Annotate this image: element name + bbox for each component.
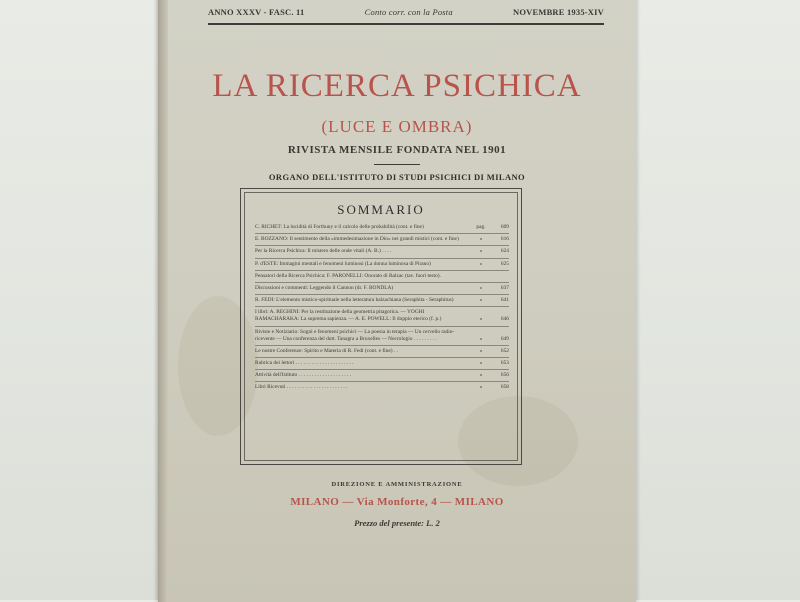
toc-entry-mark: pag.	[476, 224, 486, 230]
toc-entry-page: 624	[500, 248, 509, 255]
toc-entry-page: 641	[500, 297, 509, 304]
toc-entry-page: 616	[500, 236, 509, 243]
divider	[374, 164, 420, 165]
toc-separator	[255, 233, 509, 234]
magazine-subtitle: (LUCE E OMBRA)	[321, 117, 473, 136]
toc-entry-page: 658	[500, 384, 509, 391]
toc-entry	[255, 360, 509, 367]
toc-entry-page: 637	[500, 284, 509, 291]
toc-entry-mark: »	[479, 347, 483, 354]
toc-entry-mark: »	[479, 236, 483, 243]
toc-entry	[255, 273, 509, 280]
toc-entry	[255, 329, 509, 343]
toc-separator	[255, 258, 509, 259]
toc-separator	[255, 306, 509, 307]
toc-entry-page: 646	[500, 316, 509, 323]
toc-entry	[255, 261, 509, 268]
toc-title: SOMMARIO	[337, 202, 425, 217]
toc-entry-text: Le nostre Conferenze: Spirito e Materia di R. Fedi (cont. e fine) . .	[255, 347, 398, 354]
toc-entry	[255, 248, 509, 255]
header-rule	[208, 23, 604, 25]
toc-entry-text: Libri Ricevuti . . . . . . . . . . . . . . . . . . . . . . .	[255, 384, 348, 391]
toc-entry-mark: »	[479, 297, 483, 304]
address-line: MILANO — Via Monforte, 4 — MILANO	[290, 496, 504, 508]
toc-entry	[255, 384, 509, 391]
toc-separator	[255, 381, 509, 382]
toc-entry-mark: »	[479, 359, 483, 366]
toc-entry-mark: »	[479, 248, 483, 255]
toc-entry	[255, 285, 509, 292]
toc-entry-text: P. d'ESTE: Immagini mentali e fenomeni luminosi (La donna luminosa di Pirano)	[255, 260, 431, 267]
toc-separator	[255, 369, 509, 370]
price-line: Prezzo del presente: L. 2	[354, 518, 440, 528]
toc-entry-text: Discussioni e commenti: Leggendo il Cannon (dr. F. BONDLA)	[255, 284, 394, 291]
toc-entry-text: Riviste e Notiziario: Sogni e fenomeni psichici — La poesia in terapia — Un cervello radio-ricevente — Una conferenza del dott. Tanagra a Bruxelles — Necrologio . . . . . . . . .	[255, 328, 455, 342]
toc-entry-page: 649	[500, 335, 509, 342]
issue-header	[208, 7, 604, 17]
toc-entry-mark: »	[479, 372, 483, 379]
issue-number: ANNO XXXV - FASC. 11	[208, 7, 305, 17]
toc-entry-page: 625	[500, 260, 509, 267]
toc-entry	[255, 297, 509, 304]
toc-entry	[255, 348, 509, 355]
direzione-label: DIREZIONE E AMMINISTRAZIONE	[331, 481, 463, 488]
issue-date: NOVEMBRE 1935-XIV	[512, 7, 604, 17]
toc-entry-page: 652	[500, 347, 509, 354]
magazine-title: LA RICERCA PSICHICA	[212, 68, 582, 104]
founded-line: RIVISTA MENSILE FONDATA NEL 1901	[287, 144, 507, 156]
postal-note: Conto corr. con la Posta	[364, 7, 453, 17]
toc-entry-text: Pensatori della Ricerca Psichica: F. PARONELLI: Onorato di Balzac (tav. fuori testo).	[255, 272, 441, 279]
toc-entry-text: E. BOZZANO: Il sentimento della «immedesimazione in Dio» nei grandi mistici (cont. e fine)	[255, 236, 459, 243]
toc-separator	[255, 294, 509, 295]
toc-separator	[255, 357, 509, 358]
toc-entry	[255, 224, 509, 231]
magazine-cover	[158, 0, 636, 602]
toc-entry-mark: »	[479, 260, 483, 267]
toc-entry-text: Rubrica dei lettori . . . . . . . . . . . . . . . . . . . . . .	[255, 359, 354, 366]
table-of-contents	[240, 188, 522, 465]
toc-entry	[255, 309, 509, 323]
toc-separator	[255, 326, 509, 327]
toc-inner-frame	[244, 192, 518, 461]
toc-entry-text: C. RICHET: La lucidità di Forthuny e il calcolo delle probabilità (cont. e fine)	[255, 224, 424, 230]
toc-entry-text: Attività dell'Istituto . . . . . . . . . . . . . . . . . . . .	[255, 372, 352, 379]
toc-entry-text: Per la Ricerca Psichica: Il mistero delle onde vitali (A. B.) . . . .	[255, 248, 392, 255]
toc-entry-mark: »	[479, 284, 483, 291]
toc-entry-page: 656	[500, 372, 509, 379]
toc-separator	[255, 245, 509, 246]
toc-list	[245, 224, 517, 391]
toc-entry-mark: »	[479, 384, 483, 391]
toc-entry-page: 609	[500, 224, 509, 230]
toc-separator	[255, 345, 509, 346]
toc-entry-page: 653	[500, 359, 509, 366]
toc-separator	[255, 270, 509, 271]
toc-entry	[255, 372, 509, 379]
toc-separator	[255, 282, 509, 283]
organ-line: ORGANO DELL'ISTITUTO DI STUDI PSICHICI DI MILANO	[268, 172, 526, 182]
toc-entry	[255, 236, 509, 243]
toc-entry-text: R. FEDI: L'elemento mistico-spirituale nella letteratura balzachiana (Seraphita - Seraphitus)	[255, 297, 454, 304]
toc-entry-mark: »	[479, 316, 483, 323]
toc-entry-mark: »	[479, 335, 483, 342]
toc-entry-text: I libri: A. REGHINI: Per la restituzione della geometria pitagorica. — YOGHI RAMACHARAKA: La suprema sapienza. — A. E. POWELL: Il doppio eterico (f. p.)	[255, 309, 442, 323]
